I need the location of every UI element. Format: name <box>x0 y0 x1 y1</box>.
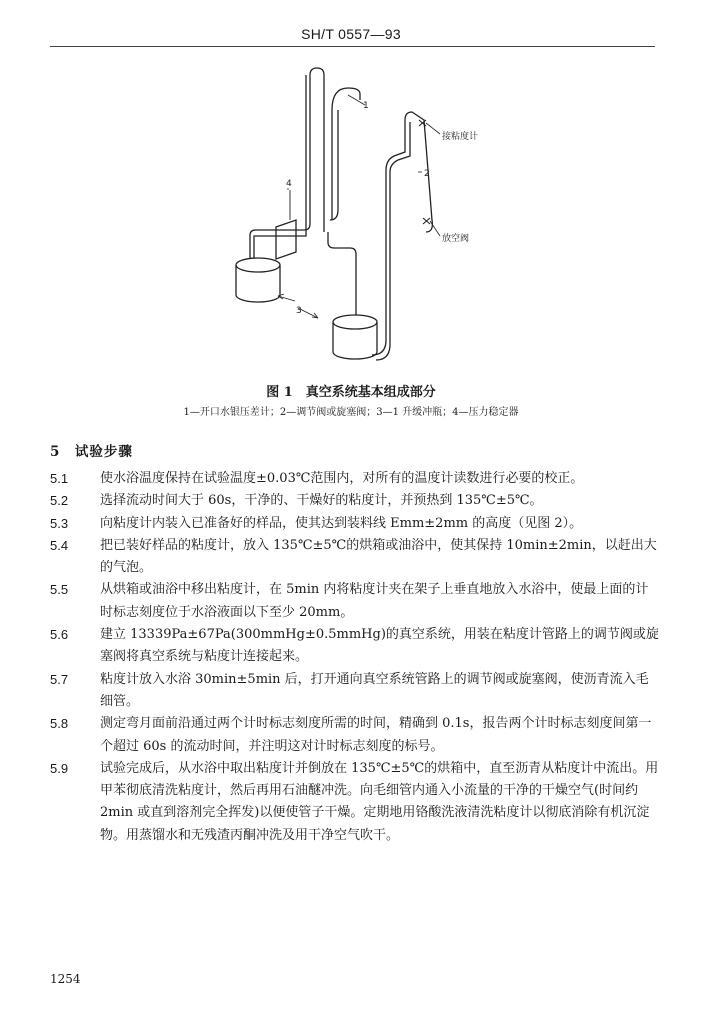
valve-top <box>419 120 440 134</box>
page-number: 1254 <box>50 972 81 986</box>
step-item <box>50 468 660 490</box>
tube-right <box>372 112 432 355</box>
callout-4: 4 <box>286 179 292 189</box>
step-item <box>50 535 660 580</box>
step-item <box>50 513 660 535</box>
step-number: 5.1 <box>50 471 69 486</box>
callout-2: 2 <box>424 169 430 179</box>
figure-legend: 1—开口水银压差计；2—调节阀或旋塞阀；3—1 升缓冲瓶；4—压力稳定器 <box>183 407 519 418</box>
callout-1: 1 <box>363 101 369 111</box>
leader-3 <box>278 296 295 301</box>
open-mercury-manometer <box>324 88 360 232</box>
step-list <box>50 468 660 847</box>
step-item <box>50 758 660 847</box>
step-number: 5.8 <box>50 716 69 732</box>
step-item <box>50 579 660 624</box>
vacuum-system-diagram <box>200 60 520 380</box>
step-text: 粘度计放入水浴 30min±5min 后，打开通向真空系统管路上的调节阀或旋塞阀，使沥青流入毛细管。 <box>100 671 649 709</box>
buffer-flask <box>333 315 377 359</box>
left-reservoir <box>236 258 280 302</box>
step-text: 从烘箱或油浴中移出粘度计，在 5min 内将粘度计夹在架子上垂直地放入水浴中，使最上面的计时标志刻度位于水浴液面以下至少 20mm。 <box>100 582 649 620</box>
tube-right-inner <box>376 122 410 360</box>
step-number: 5.3 <box>50 515 69 531</box>
step-item <box>50 713 660 758</box>
tube-left <box>250 68 324 258</box>
pressure-stabilizer <box>276 190 296 259</box>
step-text: 向粘度计内装入已准备好的样品，使其达到装料线 Emm±2mm 的高度（见图 2）。 <box>100 515 583 531</box>
page-header-code: SH/T 0557—93 <box>301 26 401 42</box>
step-text: 试验完成后，从水浴中取出粘度计并倒放在 135℃±5℃的烘箱中，直至沥青从粘度计中流出。用甲苯彻底清洗粘度计，然后再用石油醚冲洗。向毛细管内通入小流量的干净的干燥空气(时间约 2min 或直到溶剂完全挥发)以便使管子干燥。定期地用铬酸洗液清洗粘度计以彻底消除有机沉淀物。用蒸馏水和无残渣丙酮冲洗及用干净空气吹干。 <box>100 760 659 843</box>
step-item <box>50 624 660 669</box>
step-number: 5.5 <box>50 582 69 598</box>
step-item <box>50 669 660 714</box>
figure-caption: 图 1 真空系统基本组成部分 <box>266 385 436 400</box>
section-title: 5 试验步骤 <box>50 444 133 460</box>
callout-3: 3 <box>296 306 302 316</box>
step-number: 5.2 <box>50 493 69 509</box>
step-text: 测定弯月面前沿通过两个计时标志刻度所需的时间，精确到 0.1s，报告两个计时标志刻度间第一个超过 60s 的流动时间，并注明这对计时标志刻度的标号。 <box>100 716 652 754</box>
header-rule <box>50 46 655 47</box>
step-number: 5.6 <box>50 627 69 643</box>
step-text: 把已装好样品的粘度计，放入 135℃±5℃的烘箱或油浴中，使其保持 10min±2min，以赶出大的气泡。 <box>100 537 657 576</box>
label-viscometer: 接粘度计 <box>442 132 479 142</box>
step-text: 选择流动时间大于 60s，干净的、干燥好的粘度计，并预热到 135℃±5℃。 <box>100 493 543 509</box>
step-number: 5.7 <box>50 671 69 687</box>
label-vent-valve: 放空阀 <box>442 234 470 244</box>
tube-mid <box>328 232 356 315</box>
step-number: 5.4 <box>50 537 69 553</box>
step-text: 使水浴温度保持在试验温度±0.03℃范围内，对所有的温度计读数进行必要的校正。 <box>100 471 584 486</box>
vacuum-system-figure <box>200 60 520 380</box>
step-text: 建立 13339Pa±67Pa(300mmHg±0.5mmHg)的真空系统，用装在粘度计管路上的调节阀或旋塞阀将真空系统与粘度计连接起来。 <box>100 627 659 665</box>
step-number: 5.9 <box>50 760 69 776</box>
step-item <box>50 490 660 512</box>
